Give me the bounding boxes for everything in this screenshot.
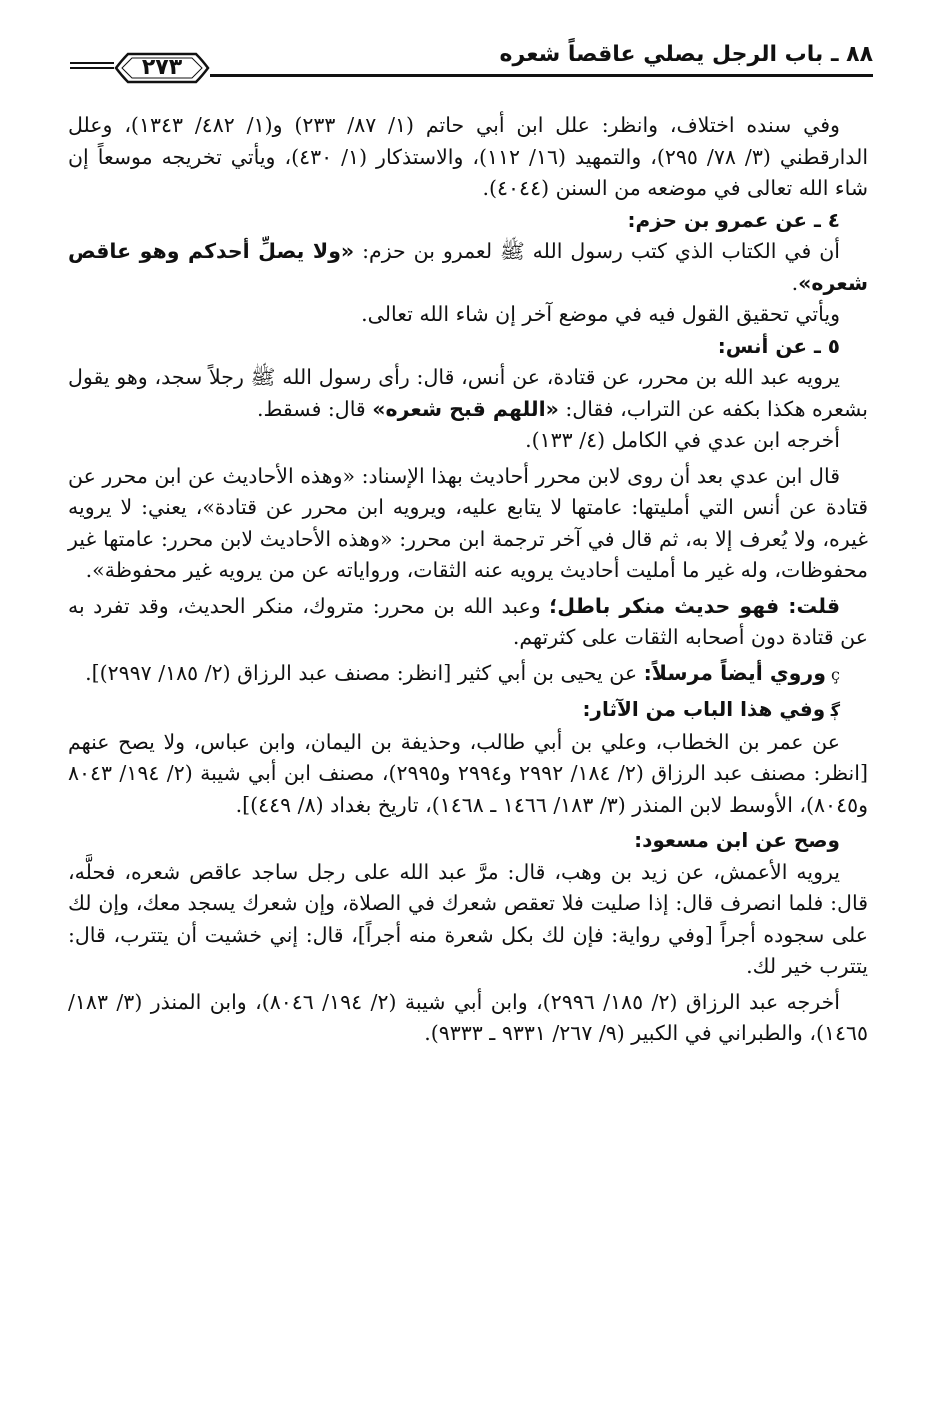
section-heading-4: ٤ ـ عن عمرو بن حزم: [627,207,840,232]
hadith-quote-2: «اللهم قبح شعره» [372,396,559,421]
paragraph-7-text: وعبد الله بن محرر: متروك، منكر الحديث، وقد تفرد به عن قتادة دون أصحابه الثقات على كثرتهم. [68,593,868,649]
paragraph-10: يرويه الأعمش، عن زيد بن وهب، قال: مرَّ عبد الله على رجل ساجد عاقص شعره، فحلَّه، قال: فلما انصرف قال: إذا صليت فلا تعقص شعرك في الصلاة، وإن شعرك يسجد معك، وإن لك على سجوده أجراً [وفي رواية: فإن لك بكل شعرة منه أجراً]، قال: إني خشيت أن يتترب، قال: يتترب خير لك. [68,859,868,978]
ruling-text: قلت: فهو حديث منكر باطل؛ [549,593,840,618]
masud-heading: وصح عن ابن مسعود: [634,828,840,852]
badge-lines [70,62,114,72]
paragraph-8 [68,658,868,691]
page-header [70,38,873,90]
paragraph-3: ويأتي تحقيق القول فيه في موضع آخر إن شاء الله تعالى. [361,302,840,326]
paragraph-2-text: أن في الكتاب الذي كتب رسول الله ﷺ لعمرو بن حزم: [354,239,840,263]
paragraph-11: أخرجه عبد الرزاق (٢/ ١٨٥/ ٢٩٩٦)، وابن أبي شيبة (٢/ ١٩٤/ ٨٠٤٦)، وابن المنذر (٣/ ١٨٣/ ١٤٦٥)، والطبراني في الكبير (٩/ ٢٦٧/ ٩٣٣١ ـ ٩٣٣٣). [68,989,868,1045]
ornament-icon: ﮘ [825,701,840,720]
paragraph-4-end: قال: فسقط. [256,396,373,421]
paragraph-2 [68,236,868,299]
paragraph-5: أخرجه ابن عدي في الكامل (٤/ ١٣٣). [525,428,840,452]
paragraph-7 [68,591,868,654]
paragraph-4 [68,362,868,425]
page-number: ٢٧٣ [141,55,183,80]
athar-heading-text: وفي هذا الباب من الآثار: [582,697,826,721]
athar-heading [68,694,868,727]
paragraph-9: عن عمر بن الخطاب، وعلي بن أبي طالب، وحذيفة بن اليمان، وابن عباس، ولا يصح عنهم [انظر: مصنف عبد الرزاق (٢/ ١٨٤/ ٢٩٩٢ و٢٩٩٤ و٢٩٩٥)، مصنف ابن أبي شيبة (٢/ ١٩٤/ ٨٠٤٣ و٨٠٤٥)، الأوسط لابن المنذر (٣/ ١٨٣/ ١٤٦٦ ـ ١٤٦٨)، تاريخ بغداد (٨/ ٤٤٩)]. [68,729,868,817]
paragraph-2-end: . [791,270,799,295]
mursal-label: وروي أيضاً مرسلاً: [643,660,826,685]
chapter-title: ٨٨ ـ باب الرجل يصلي عاقصاً شعره [499,42,873,67]
page-content [68,110,868,1050]
paragraph-1: وفي سنده اختلاف، وانظر: علل ابن أبي حاتم (١/ ٨٧/ ٢٣٣) و(١/ ٤٨٢/ ١٣٤٣)، وعلل الدارقطني (٣/ ٧٨/ ٢٩٥)، والتمهيد (١٦/ ١١٢)، والاستذكار (١/ ٤٣٠)، ويأتي تخريجه موسعاً إن شاء الله تعالى في موضعه من السنن (٤٠٤٤). [68,113,869,200]
hadith-quote: «ولا يصلِّ أحدكم وهو عاقص شعره» [68,239,868,295]
page-number-badge [114,50,210,86]
header-rule [210,74,873,77]
bullet-icon: ç [825,664,840,684]
section-heading-5: ٥ ـ عن أنس: [717,333,840,358]
paragraph-4-text: يرويه عبد الله بن محرر، عن قتادة، عن أنس، قال: رأى رسول الله ﷺ رجلاً سجد، وهو يقول بشعره هكذا بكفه عن التراب، فقال: [68,365,868,421]
paragraph-6: قال ابن عدي بعد أن روى لابن محرر أحاديث بهذا الإسناد: «وهذه الأحاديث عن ابن محرر عن قتادة عن أنس التي أمليتها: عامتها لا يتابع عليه، ويرويه ابن محرر عن قتادة»، يعني: لا يرويه غيره، ولا يُعرف إلا به، ثم قال في آخر ترجمة ابن محرر: «وهذه الأحاديث لابن محرر: عامتها غير محفوظات، وله غير ما أمليت أحاديث يرويه عنه الثقات، ورواياته عن من يرويه غير محفوظة». [68,463,868,582]
paragraph-8-text: عن يحيى بن أبي كثير [انظر: مصنف عبد الرزاق (٢/ ١٨٥/ ٢٩٩٧)]. [85,660,644,685]
